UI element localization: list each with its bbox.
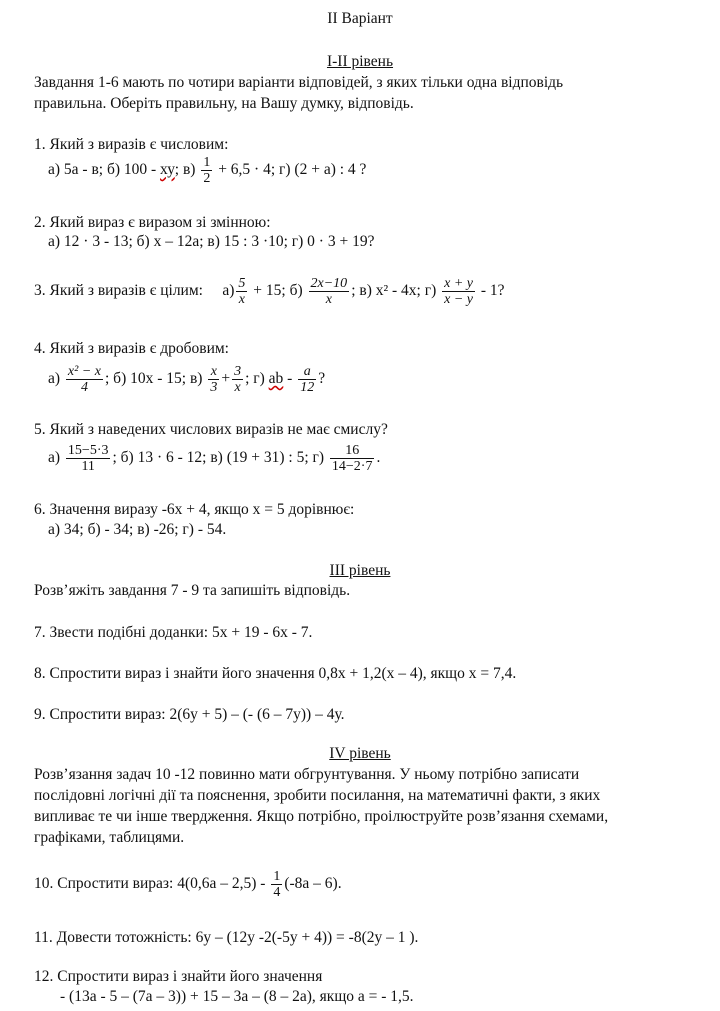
question-3: 3. Який з виразів є цілим: а) $\frac{5}{x}$ + 15; б) $\frac{2x-10}{x}$ ; в) x² - 4x; г) $\frac{x + y}{x - y}$ - 1? (34, 275, 505, 307)
question-11: 11. Довести тотожність: 6у – (12у -2(-5у + 4)) = -8(2у – 1 ). (34, 929, 419, 946)
question-2-answers: а) 12 · 3 - 13; б) х – 12а; в) 15 : 3 ·10; г) 0 · 3 + 19? (48, 233, 375, 250)
fraction-15-minus-5x3-over-11: $\frac{15-5\cdot 3}{11}$ (67, 442, 109, 474)
question-1: 1. Який з виразів є числовим: (34, 136, 229, 153)
question-5-answers: а) $\frac{15-5\cdot 3}{11}$ ; б) 13 · 6 - 12; в) (19 + 31) : 5; г) $\frac{16}{14-2\cdot 7}$ . (48, 442, 381, 474)
level-4-intro-line-3: випливає те чи інше твердження. Якщо потрібно, проілюструйте розв’язання схемами, (34, 808, 609, 825)
level-1-2-intro-line-2: правильна. Оберіть правильну, на Вашу думку, відповідь. (34, 95, 414, 112)
level-3-heading: III рівень (329, 562, 391, 579)
question-7: 7. Звести подібні доданки: 5х + 19 - 6х - 7. (34, 624, 313, 641)
fraction-1-over-4: $\frac{1}{4}$ (273, 868, 281, 900)
fraction-a-over-12: $\frac{a}{12}$ (300, 363, 315, 395)
fraction-5-over-x: $\frac{5}{x}$ (238, 275, 246, 307)
question-6-answers: а) 34; б) - 34; в) -26; г) - 54. (48, 521, 227, 538)
question-10: 10. Спростити вираз: 4(0,6а – 2,5) - $\frac{1}{4}$ (-8а – 6). (34, 868, 342, 900)
fraction-one-half: $\frac{1}{2}$ (203, 154, 211, 186)
fraction-x2-minus-x-over-4: $\frac{\text{x² − x}}{4}$ (67, 363, 101, 395)
fraction-x-over-3: $\frac{x}{3}$ (210, 363, 218, 395)
question-9: 9. Спростити вираз: 2(6у + 5) – (- (6 – 7у)) – 4у. (34, 706, 345, 723)
question-1-answers: а) 5а - в; б) 100 - ху; в) $\frac{1}{2}$ + 6,5 · 4; г) (2 + а) : 4 ? (48, 154, 367, 186)
question-4: 4. Який з виразів є дробовим: (34, 340, 229, 357)
question-8: 8. Спростити вираз і знайти його значення 0,8х + 1,2(х – 4), якщо х = 7,4. (34, 665, 517, 682)
level-4-intro-line-1: Розв’язання задач 10 -12 повинно мати обгрунтування. У ньому потрібно записати (34, 766, 580, 783)
fraction-3-over-x: $\frac{3}{x}$ (234, 363, 242, 395)
level-1-2-intro-line-1: Завдання 1-6 мають по чотири варіанти відповідей, з яких тільки одна відповідь (34, 74, 564, 91)
question-12-expression: - (13а - 5 – (7а – 3)) + 15 – 3а – (8 – 2а), якщо а = - 1,5. (60, 988, 414, 1005)
fraction-x-plus-y-over-x-minus-y: $\frac{x + y}{x - y}$ (444, 275, 473, 307)
fraction-2x-10-over-x: $\frac{2x-10}{x}$ (310, 275, 348, 307)
question-5: 5. Який з наведених числових виразів не має смислу? (34, 421, 388, 438)
question-2: 2. Який вираз є виразом зі змінною: (34, 214, 271, 231)
ab-term: ab (268, 370, 284, 387)
level-1-2-heading: I-II рівень (326, 53, 394, 70)
level-4-intro-line-2: послідовні логічні дії та пояснення, зробити посилання, на математичні факти, з яких (34, 787, 601, 804)
level-4-intro-line-4: графіками, таблицями. (34, 829, 185, 846)
question-12: 12. Спростити вираз і знайти його значення (34, 968, 323, 985)
level-4-heading: IV рівень (329, 745, 391, 762)
xy-term: ху (160, 161, 175, 178)
level-3-intro: Розв’яжіть завдання 7 - 9 та запишіть відповідь. (34, 582, 351, 599)
question-4-answers: а) $\frac{\text{x² − x}}{4}$ ; б) 10х - 15; в) $\frac{x}{3}$ + $\frac{3}{x}$ ; г) ab - $\frac{a}{12}$ ? (48, 363, 326, 395)
page-title: II Варіант (327, 10, 393, 27)
question-6: 6. Значення виразу -6х + 4, якщо х = 5 дорівнює: (34, 501, 355, 518)
fraction-16-over-14-minus-2x7: $\frac{16}{14-2\cdot 7}$ (331, 442, 373, 474)
